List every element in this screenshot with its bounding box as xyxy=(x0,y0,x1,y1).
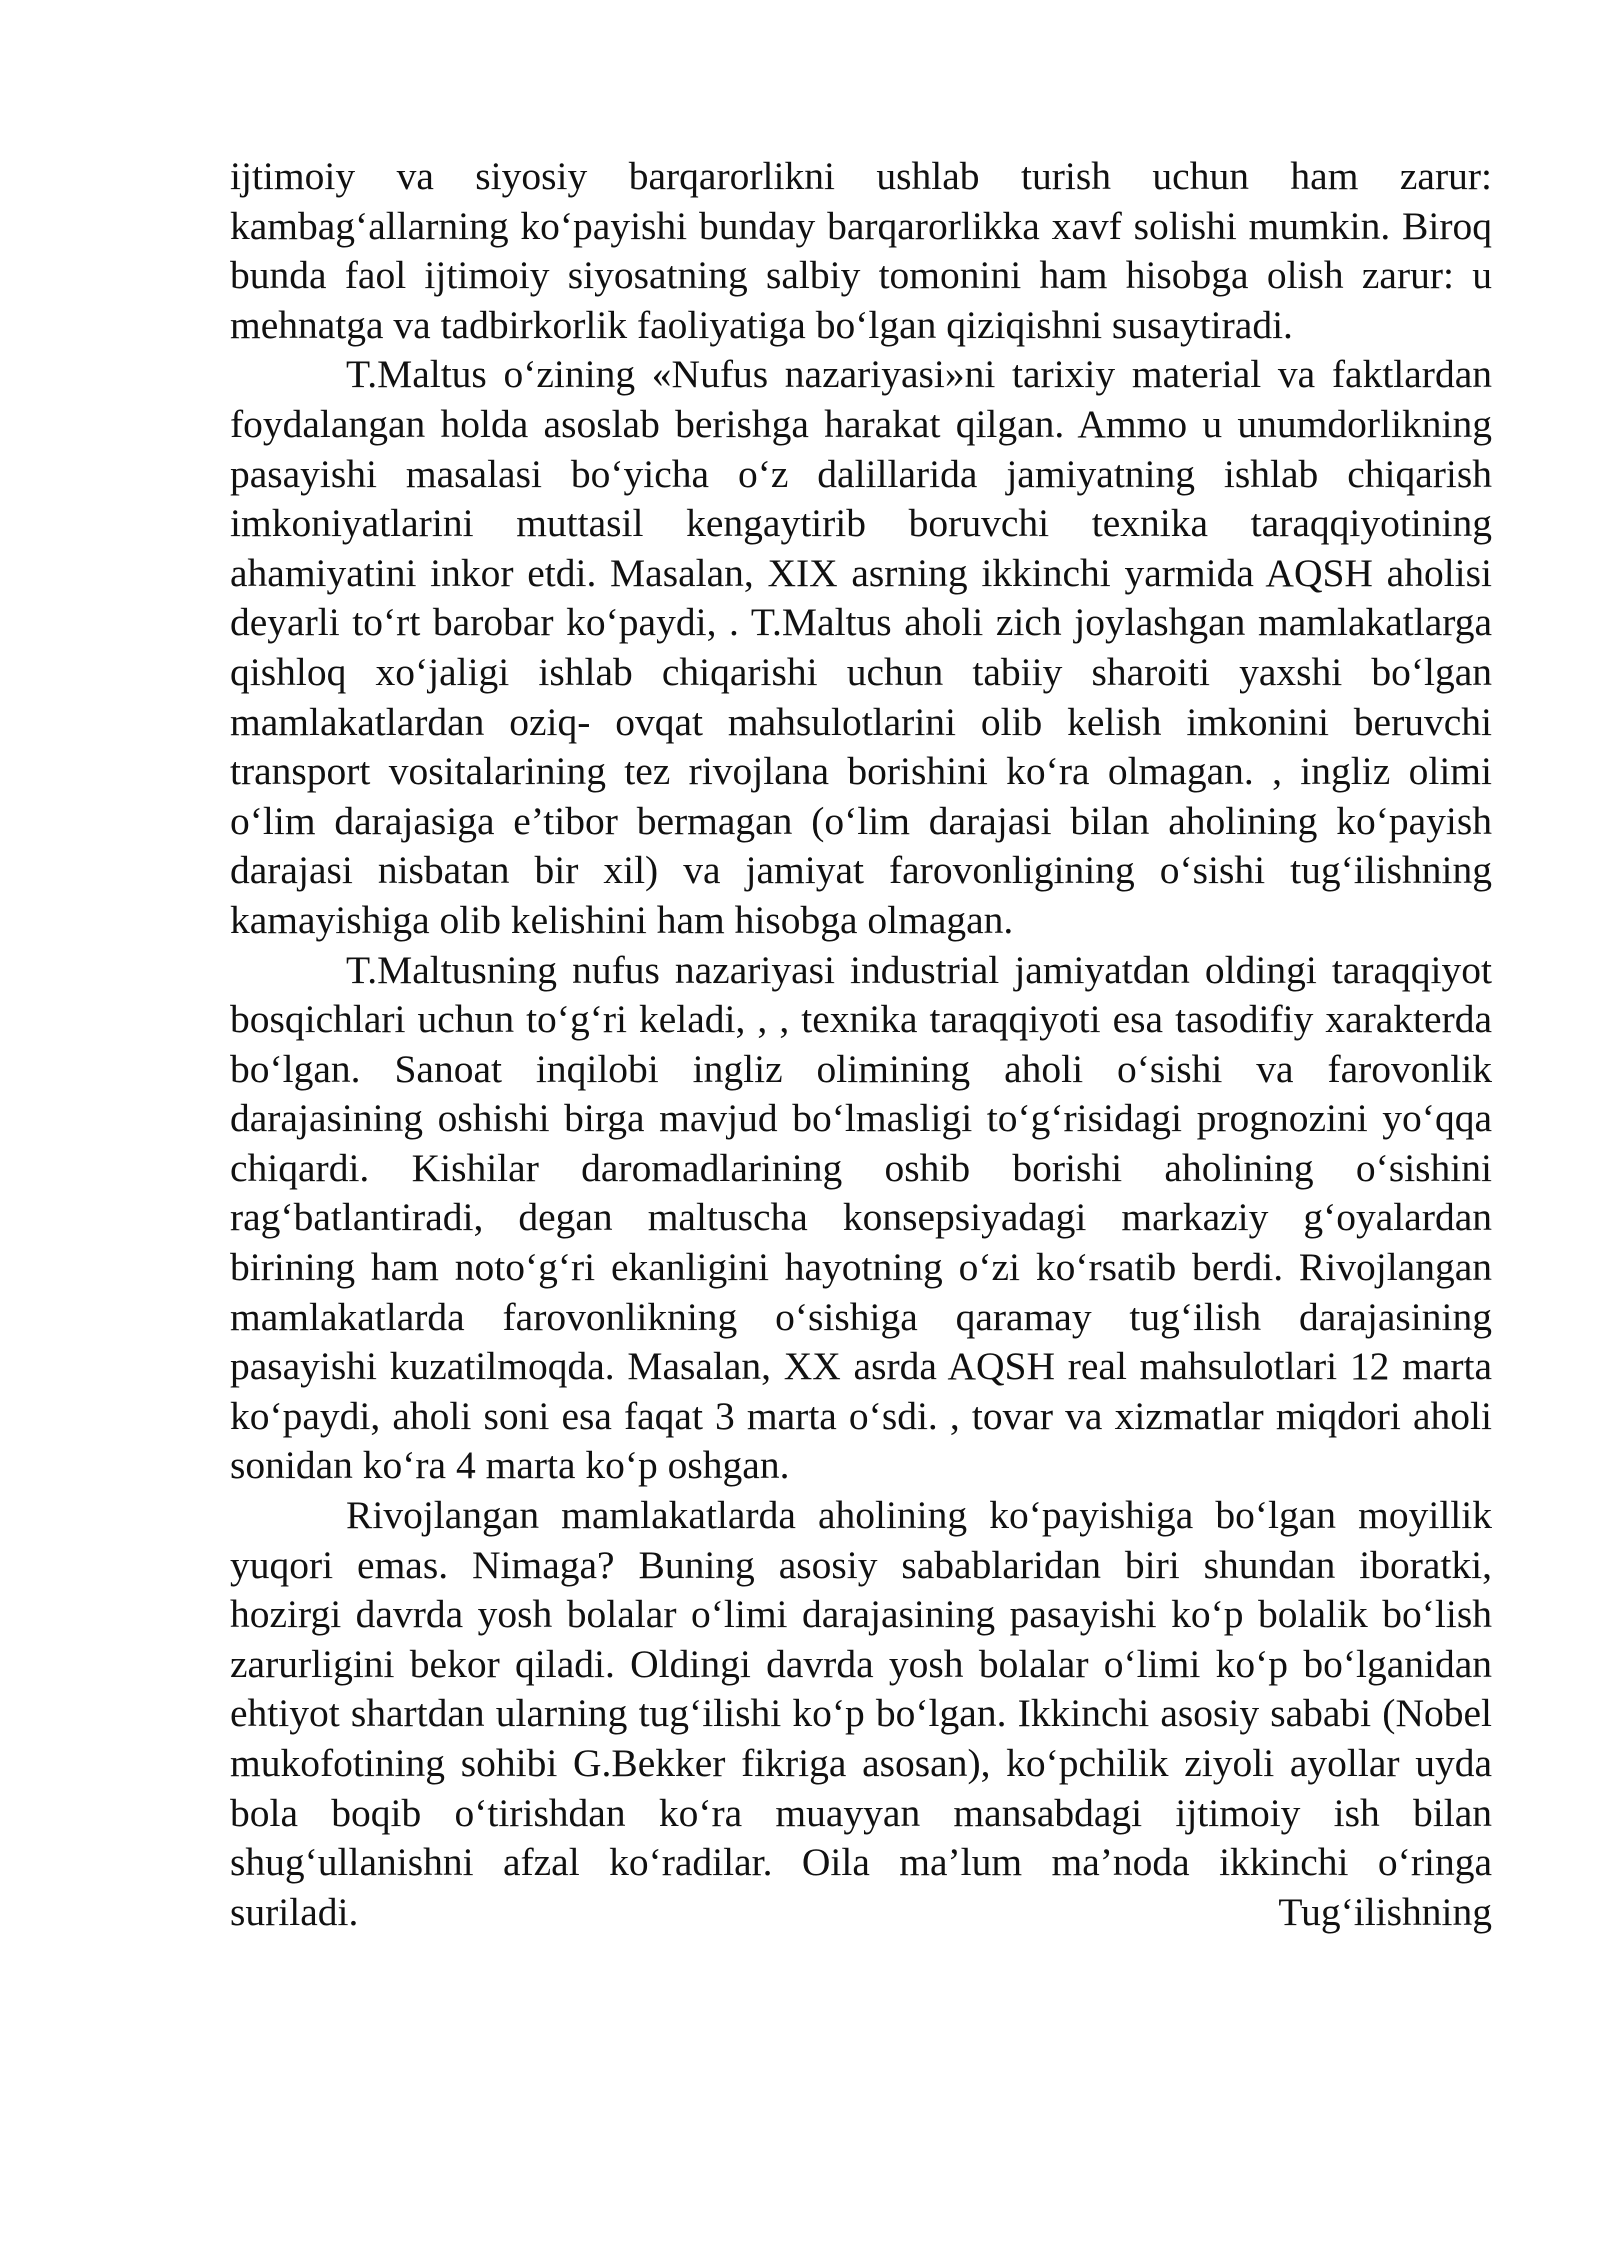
paragraph-2: T.Maltus o‘zining «Nufus nazariyasi»ni tarixiy material va faktlardan foydalangan holda asoslab berishga harakat qilgan. Ammo u unumdorlikning pasayishi masalasi bo‘yicha o‘z dalillarida jamiyatning ishlab chiqarish imkoniyatlarini muttasil kengaytirib boruvchi texnika taraqqiyotining ahamiyatini inkor etdi. Masalan, XIX asrning ikkinchi yarmida AQSH aholisi deyarli to‘rt barobar ko‘paydi, . T.Maltus aholi zich joylashgan mamlakatlarga qishloq xo‘jaligi ishlab chiqarishi uchun tabiiy sharoiti yaxshi bo‘lgan mamlakatlardan oziq- ovqat mahsulotlarini olib kelish imkonini beruvchi transport vositalarining tez rivojlana borishini ko‘ra olmagan. , ingliz olimi o‘lim darajasiga e’tibor bermagan (o‘lim darajasi bilan aholining ko‘payish darajasi nisbatan bir xil) va jamiyat farovonligining o‘sishi tug‘ilishning kamayishiga olib kelishini ham hisobga olmagan. xyxy=(230,352,1492,942)
paragraph-4: Rivojlangan mamlakatlarda aholining ko‘payishiga bo‘lgan moyillik yuqori emas. Nimaga? Buning asosiy sabablaridan biri shundan iboratki, hozirgi davrda yosh bolalar o‘limi darajasining pasayishi ko‘p bolalik bo‘lish zarurligini bekor qiladi. Oldingi davrda yosh bolalar o‘limi ko‘p bo‘lganidan ehtiyot shartdan ularning tug‘ilishi ko‘p bo‘lgan. Ikkinchi asosiy sababi (Nobel mukofotining sohibi G.Bekker fikriga asosan), ko‘pchilik ziyoli ayollar uyda bola boqib o‘tirishdan ko‘ra muayyan mansabdagi ijtimoiy ish bilan shug‘ullanishni afzal ko‘radilar. Oila ma’lum ma’noda ikkinchi o‘ringa suriladi. Tug‘ilishning xyxy=(230,1493,1492,1934)
paragraph-1: ijtimoiy va siyosiy barqarorlikni ushlab turish uchun ham zarur: kambag‘allarning ko‘payishi bunday barqarorlikka xavf solishi mumkin. Biroq bunda faol ijtimoiy siyosatning salbiy tomonini ham hisobga olish zarur: u mehnatga va tadbirkorlik faoliyatiga bo‘lgan qiziqishni susaytiradi. xyxy=(230,154,1492,347)
paragraph-3: T.Maltusning nufus nazariyasi industrial jamiyatdan oldingi taraqqiyot bosqichlari uchun to‘g‘ri keladi, , , texnika taraqqiyoti esa tasodifiy xarakterda bo‘lgan. Sanoat inqilobi ingliz olimining aholi o‘sishi va farovonlik darajasining oshishi birga mavjud bo‘lmasligi to‘g‘risidagi prognozini yo‘qqa chiqardi. Kishilar daromadlarining oshib borishi aholining o‘sishini rag‘batlantiradi, degan maltuscha konsepsiyadagi markaziy g‘oyalardan birining ham noto‘g‘ri ekanligini hayotning o‘zi ko‘rsatib berdi. Rivojlangan mamlakatlarda farovonlikning o‘sishiga qaramay tug‘ilish darajasining pasayishi kuzatilmoqda. Masalan, XX asrda AQSH real mahsulotlari 12 marta ko‘paydi, aholi soni esa faqat 3 marta o‘sdi. , tovar va xizmatlar miqdori aholi sonidan ko‘ra 4 marta ko‘p oshgan. xyxy=(230,947,1492,1488)
document-page xyxy=(230,152,1492,1937)
